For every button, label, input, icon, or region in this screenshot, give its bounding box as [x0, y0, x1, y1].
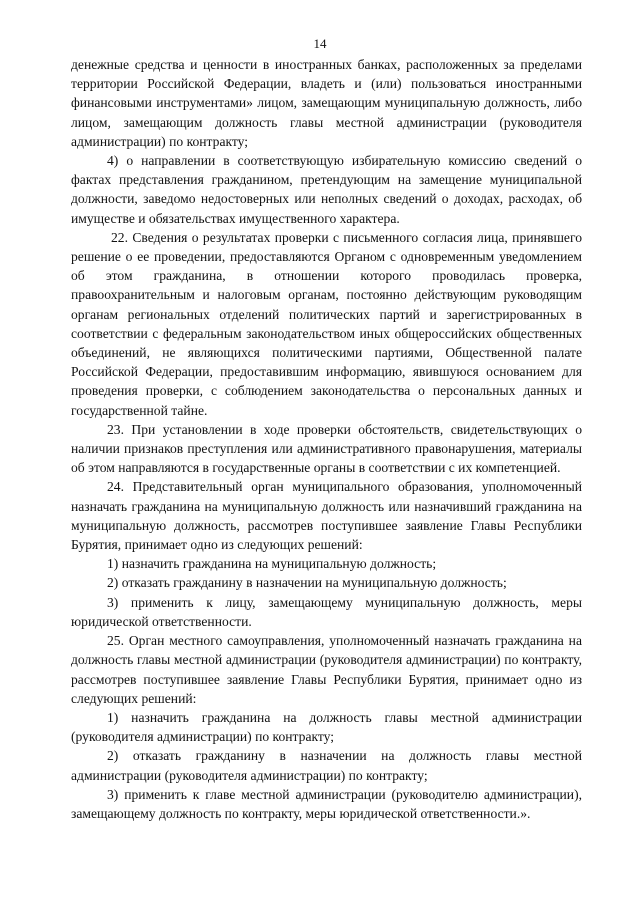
page-number: 14	[313, 36, 327, 51]
paragraph-clause-25-item-2: 2) отказать гражданину в назначении на должность главы местной администрации (руководителя администрации) по контракту;	[71, 748, 582, 783]
paragraph-clause-24-item-1: 1) назначить гражданина на муниципальную должность;	[107, 556, 437, 572]
paragraph-clause-25-item-1: 1) назначить гражданина на должность главы местной администрации (руководителя администрации) по контракту;	[71, 709, 582, 745]
paragraph-clause-25: 25. Орган местного самоуправления, уполномоченный назначать гражданина на должность главы местной администрации (руководителя администрации) по контракту, рассмотрев поступившее заявление Главы Республики Бурятия, принимает одно из следующих решений:	[71, 633, 582, 706]
paragraph-clause-24-item-3: 3) применить к лицу, замещающему муниципальную должность, меры юридической ответственности.	[71, 594, 582, 629]
paragraph-clause-24-item-2: 2) отказать гражданину в назначении на муниципальную должность;	[107, 575, 507, 591]
paragraph-clause-25-item-3: 3) применить к главе местной администрации (руководителю администрации), замещающему должность по контракту, меры юридической ответственности.».	[71, 786, 582, 821]
paragraph-clause-24: 24. Представительный орган муниципального образования, уполномоченный назначать гражданина на муниципальную должность или назначивший гражданина на муниципальную должность, рассмотрев поступившее заявление Главы Республики Бурятия, принимает одно из следующих решений:	[71, 479, 582, 553]
document-body	[71, 55, 582, 823]
paragraph-clause-23: 23. При установлении в ходе проверки обстоятельств, свидетельствующих о наличии признаков преступления или административного правонарушения, материалы об этом направляются в государственные органы в соответствии с их компетенцией.	[71, 421, 582, 476]
paragraph-clause-22: 22. Сведения о результатах проверки с письменного согласия лица, принявшего решение о ее проведении, предоставляются Органом с одновременным уведомлением об этом гражданина, в отношении которого проводилась проверка, правоохранительным и налоговым органам, постоянно действующим руководящим органам региональных отделений политических партий и зарегистрированных в соответствии с федеральным законодательством иных общероссийских общественных объединений, не являющихся политическими партиями, Общественной палате Российской Федерации, предоставившим информацию, явившуюся основанием для проведения проверки, с соблюдением законодательства о персональных данных и государственной тайне.	[71, 229, 582, 418]
paragraph-continuation: денежные средства и ценности в иностранных банках, расположенных за пределами территории Российской Федерации, владеть и (или) пользоваться иностранными финансовыми инструментами» лицом, замещающим муниципальную должность, либо лицом, замещающим должность главы местной администрации (руководителя администрации) по контракту;	[71, 57, 582, 149]
paragraph-item-4: 4) о направлении в соответствующую избирательную комиссию сведений о фактах представления гражданином, претендующим на замещение муниципальной должности, заведомо недостоверных или неполных сведений о доходах, расходах, об имуществе и обязательствах имущественного характера.	[71, 153, 582, 226]
